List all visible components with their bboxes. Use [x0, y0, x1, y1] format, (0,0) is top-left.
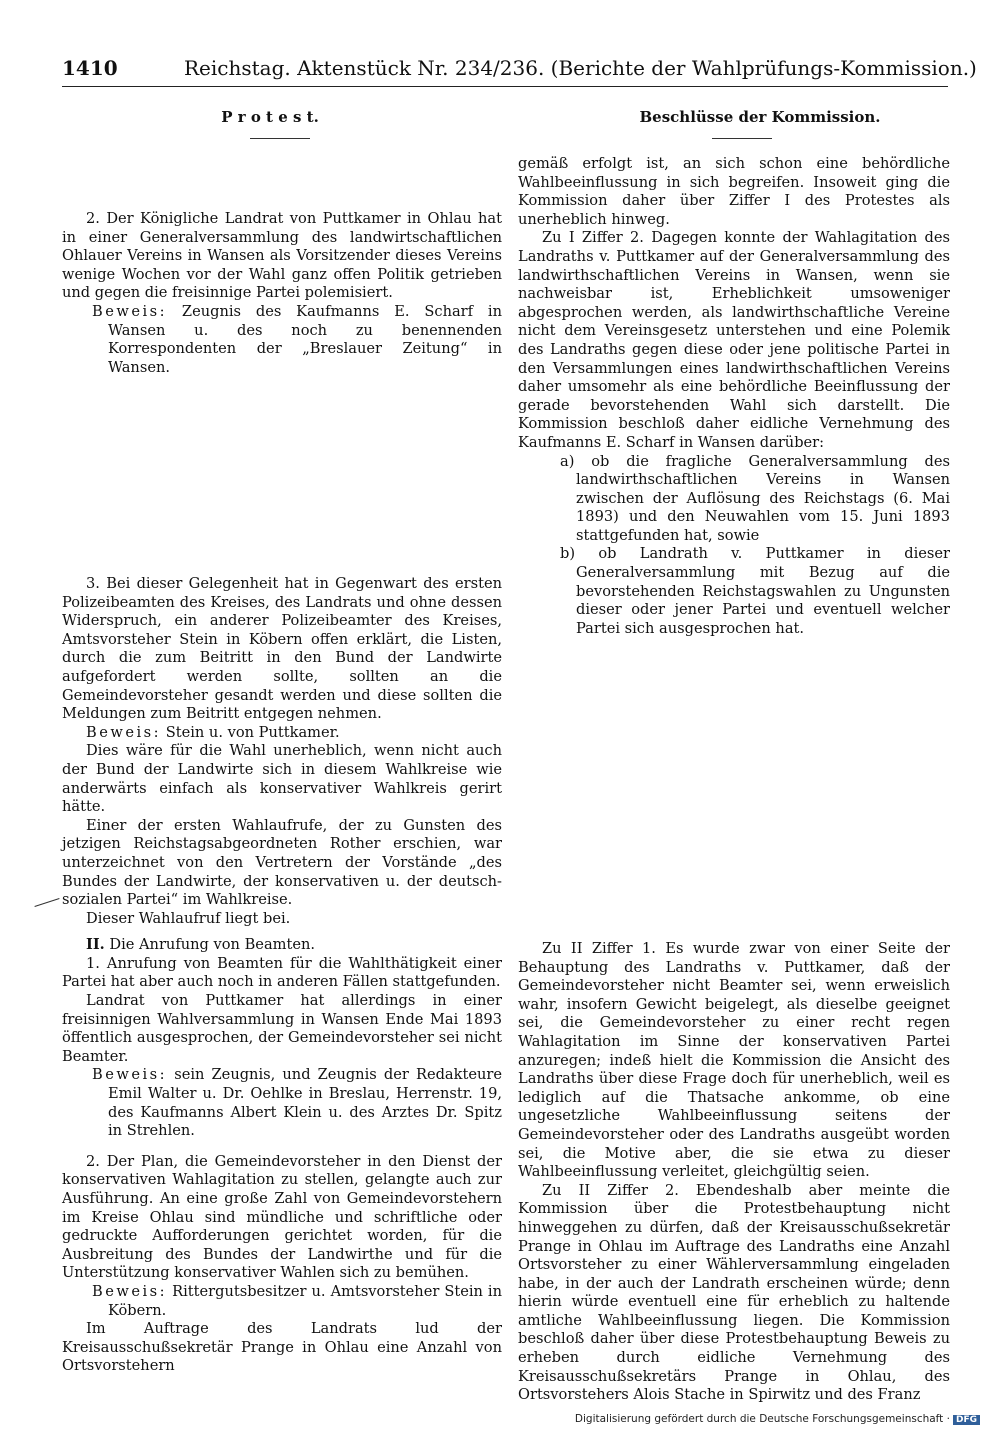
running-title: Reichstag. Aktenstück Nr. 234/236. (Berichte der Wahlprüfungs-Kommission.) — [184, 56, 977, 80]
header-rule — [62, 86, 948, 87]
paragraph: gemäß erfolgt ist, an sich schon eine behördliche Wahlbeeinflussung in sich begreifen. Insoweit ging die Kommission daher über Ziffer I des Protestes als unerheblich hinweg. — [518, 155, 950, 228]
footer — [575, 1413, 980, 1425]
paragraph: Zu II Ziffer 2. Ebendeshalb aber meinte die Kommission über die Protestbehauptung nicht hinweggehen zu dürfen, daß der Kreisausschußsekretär Prange in Ohlau im Auftrage des Landraths eine Anzahl Ortsvorsteher zu einer Wählerversammlung eingeladen habe, in der auch der Landrath erscheinen würde; denn hierin würde eventuell eine für erheblich zu haltende amtliche Wahlbeeinflussung liegen. Die Kommission beschloß daher über diese Protestbehauptung Beweis zu erheben durch eidliche Vernehmung des Kreisausschußsekretärs Prange in Ohlau, des Ortsvorstehers Alois Stache in Spirwitz und des Franz — [518, 1181, 950, 1404]
right-column-block-2 — [518, 940, 950, 1405]
heading-rule — [250, 138, 310, 139]
footer-text: Digitalisierung gefördert durch die Deutsche Forschungsgemeinschaft · — [574, 1413, 950, 1425]
paragraph: Dieser Wahlaufruf liegt bei. — [86, 909, 291, 927]
paragraph: 1. Anrufung von Beamten für die Wahlthätigkeit einer Partei hat aber auch noch in anderen Fällen stattgefunden. — [62, 954, 502, 991]
heading-rule — [712, 138, 772, 139]
paragraph: 2. Der Plan, die Gemeindevorsteher in den Dienst der konservativen Wahlagitation zu stellen, gelangte auch zur Ausführung. An eine große Zahl von Gemeindevorstehern im Kreise Ohlau sind mündliche und schriftliche oder gedruckte Aufforderungen gerichtet worden, für die Ausbreitung des Bundes der Landwirthe und für die Unterstützung konservativer Wahlen sich zu bemühen. — [62, 1152, 502, 1282]
list-item: a) ob die fragliche Generalversammlung des landwirthschaftlichen Vereins in Wansen zwischen der Auflösung des Reichstags (6. Mai 1893) und den Neuwahlen vom 15. Juni 1893 stattgefunden hat, sowie — [560, 452, 950, 544]
margin-mark — [34, 898, 59, 907]
paragraph: Dies wäre für die Wahl unerheblich, wenn nicht auch der Bund der Landwirte sich in diesem Wahlkreise wie anderwärts einfach als konservativer Wahlkreis gerirt hätte. — [62, 742, 502, 816]
protest-point-3: 3. Bei dieser Gelegenheit hat in Gegenwart des ersten Polizeibeamten des Kreises, des Landrats und ohne dessen Widerspruch, ein anderer Polizeibeamter des Kreises, Amtsvorsteher Stein in Köbern offen erklärt, die Listen, durch die zum Beitritt in den Bund der Landwirte aufgefordert werden sollte, sollten an die Gemeindevorsteher gesandt werden und diese sollten die Meldungen zum Beitritt entgegen nehmen. — [62, 575, 502, 723]
evidence: Beweis: Rittergutsbesitzer u. Amtsvorsteher Stein in Köbern. — [92, 1282, 502, 1319]
evidence: Beweis: Stein u. von Puttkamer. — [86, 723, 340, 741]
right-column-heading: Beschlüsse der Kommission. — [639, 108, 881, 126]
left-column-block-1 — [62, 210, 502, 377]
left-column-block-2 — [62, 575, 502, 1376]
list-item: b) ob Landrath v. Puttkamer in dieser Generalversammlung mit Bezug auf die bevorstehenden Reichstagswahlen zu Ungunsten dieser oder jener Partei und eventuell welcher Partei sich ausgesprochen hat. — [560, 545, 950, 637]
paragraph: Landrat von Puttkamer hat allerdings in einer freisinnigen Wahlversammlung in Wansen Ende Mai 1893 öffentlich ausgesprochen, der Gemeindevorsteher sei nicht Beamter. — [62, 992, 502, 1065]
paragraph: Einer der ersten Wahlaufrufe, der zu Gunsten des jetzigen Reichstagsabgeordneten Rother erschien, war unterzeichnet von den Vertretern der Vorstände „des Bundes der Landwirte, der konservativen u. der deutsch-sozialen Partei“ im Wahlkreise. — [62, 816, 502, 909]
paragraph: Im Auftrage des Landrats lud der Kreisausschußsekretär Prange in Ohlau eine Anzahl von Ortsvorstehern — [62, 1320, 502, 1375]
page-number: 1410 — [62, 56, 118, 80]
evidence: Beweis: sein Zeugnis, und Zeugnis der Redakteure Emil Walter u. Dr. Oehlke in Breslau, Herrenstr. 19, des Kaufmanns Albert Klein u. des Arztes Dr. Spitz in Strehlen. — [92, 1066, 502, 1140]
evidence: Beweis: Zeugnis des Kaufmanns E. Scharf in Wansen u. des noch zu benennenden Korrespondenten der „Breslauer Zeitung“ in Wansen. — [92, 302, 502, 376]
paragraph: Zu I Ziffer 2. Dagegen konnte der Wahlagitation des Landraths v. Puttkamer auf der Generalversammlung des landwirthschaftlichen Vereins in Wansen, wenn sie nachweisbar ist, Erheblichkeit umsoweniger abgesprochen werden, als landwirthschaftliche Vereine nicht dem Vereinsgesetz unterstehen und eine Polemik des Landraths gegen diese oder jene politische Partei in den Versammlungen eines landwirthschaftlichen Vereins daher umsomehr als eine behördliche Beeinflussung der gerade bevorstehenden Wahl sich darstellt. Die Kommission beschloß daher eidliche Vernehmung des Kaufmanns E. Scharf in Wansen darüber: — [518, 229, 950, 451]
paragraph: Zu II Ziffer 1. Es wurde zwar von einer Seite der Behauptung des Landraths v. Puttkamer, daß der Gemeindevorsteher nicht Beamter sei, wenn erweislich wahr, insofern Gewicht beigelegt, als dieselbe geeignet sei, die Gemeindevorsteher zu einer recht regen Wahlagitation im Sinne der konservativen Partei anzuregen; indeß hielt die Kommission die Ansicht des Landraths über diese Frage doch für unerheblich, weil es lediglich auf die Thatsache ankomme, ob eine ungesetzliche Wahlbeeinflussung seitens der Gemeindevorsteher oder des Landraths ausgeübt worden sei, die Motive aber, die sie etwa zu dieser Wahlbeeinflussung verleitet, gleichgültig seien. — [518, 940, 950, 1181]
protest-point-2: 2. Der Königliche Landrat von Puttkamer in Ohlau hat in einer Generalversammlung des landwirtschaftlichen Ohlauer Vereins in Wansen als Vorsitzender dieses Vereins wenige Wochen vor der Wahl ganz offen Politik getrieben und gegen die freisinnige Partei polemisiert. — [62, 210, 502, 302]
dfg-logo: DFG — [953, 1415, 980, 1425]
right-column-block-1 — [518, 155, 950, 638]
section-heading: II. Die Anrufung von Beamten. — [86, 936, 316, 954]
left-column-heading: P r o t e s t. — [221, 108, 319, 126]
